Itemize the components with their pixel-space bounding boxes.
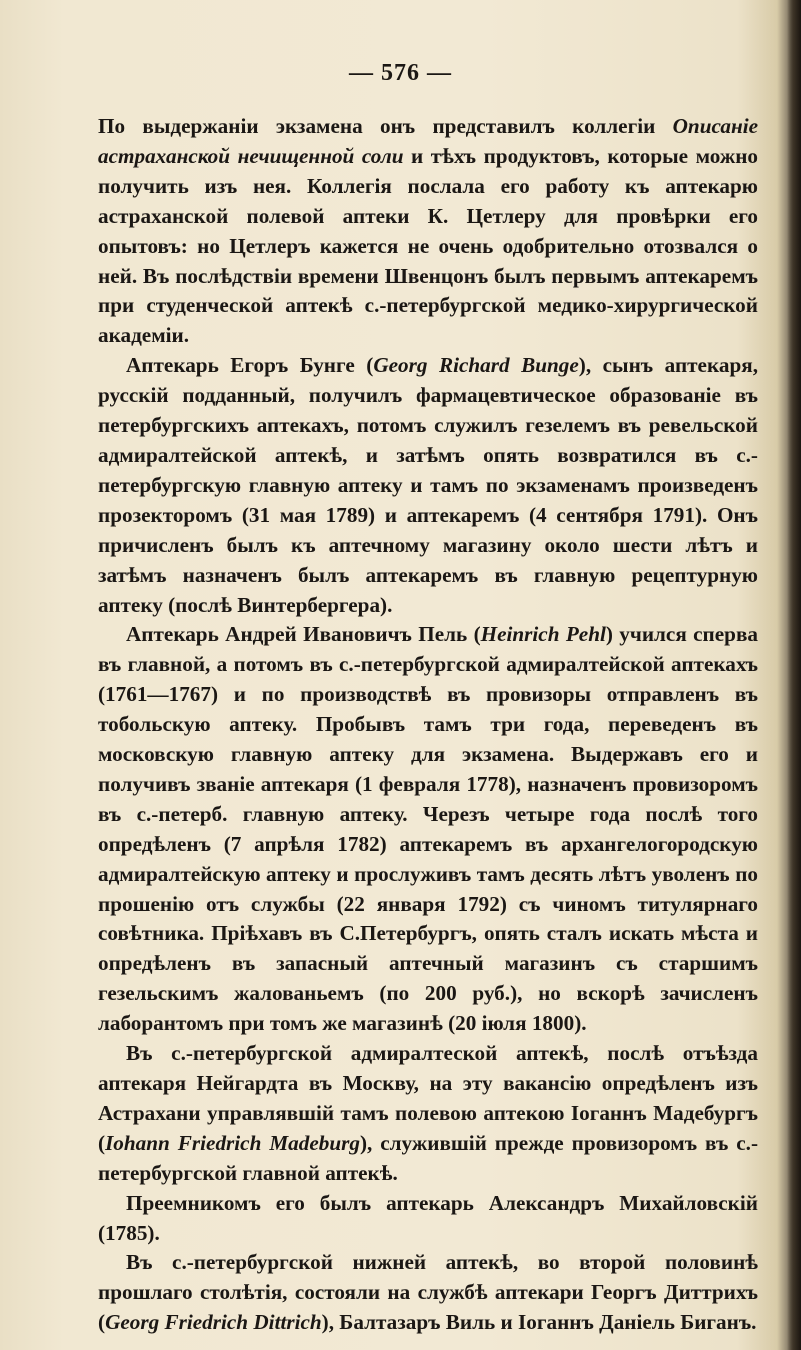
paragraph-text: Преемникомъ его былъ аптекарь Александръ Михайловскій (1785). <box>98 1190 758 1245</box>
paragraph-text: По выдержаніи экзамена онъ представилъ коллегіи <box>98 114 673 138</box>
paragraph-text: Въ с.-петербургской адмиралтеской аптекѣ, послѣ отъѣзда аптекаря Нейгардта въ Москву, на эту вакансію опредѣленъ изъ Астрахани управлявшій тамъ полевою аптекою Іоганнъ Мадебургъ ( <box>98 1041 758 1155</box>
paragraph-text: ), служившій прежде провизоромъ въ с.-петербургской главной аптекѣ. <box>98 1130 758 1185</box>
paragraph-text: и тѣхъ продуктовъ, которые можно получить изъ нея. Коллегія послала его работу къ аптекарю астраханской полевой аптеки К. Цетлеру для провѣрки его опытовъ: но Цетлеръ кажется не очень одобрительно отозвался о ней. Въ послѣдствіи времени Швенцонъ былъ первымъ аптекаремъ при студенческой аптекѣ с.-петербургской медико-хирургической академіи. <box>98 143 758 348</box>
paragraph-3 <box>98 620 758 1039</box>
paragraph-text: ), сынъ аптекаря, русскій подданный, получилъ фармацевтическое образованіе въ петербургскихъ аптекахъ, потомъ служилъ гезелемъ въ ревельской адмиралтейской аптекѣ, и затѣмъ опять возвратился въ с.-петербургскую главную аптеку и тамъ по экзаменамъ произведенъ прозекторомъ (31 мая 1789) и аптекаремъ (4 сентября 1791). Онъ причисленъ былъ къ аптечному магазину около шести лѣтъ и затѣмъ назначенъ былъ аптекаремъ въ главную рецептурную аптеку (послѣ Винтербергера). <box>98 353 758 617</box>
paragraph-text: Аптекарь Егоръ Бунге ( <box>126 353 374 378</box>
italic-name: Iohann Friedrich Madeburg <box>105 1130 360 1155</box>
paragraph-text: ) учился сперва въ главной, а потомъ въ с.-петербургской адмиралтейской аптекахъ (1761—1767) и по производствѣ въ провизоры отправленъ въ тобольскую аптеку. Пробывъ тамъ три года, переведенъ въ московскую главную аптеку для экзамена. Выдержавъ его и получивъ званіе аптекаря (1 февраля 1778), назначенъ провизоромъ въ с.-петерб. главную аптеку. Черезъ четыре года послѣ того опредѣленъ (7 апрѣля 1782) аптекаремъ въ архангелогородскую адмиралтейскую аптеку и прослуживъ тамъ десять лѣтъ уволенъ по прошенію отъ службы (22 января 1792) съ чиномъ титулярнаго совѣтника. Пріѣхавъ въ С.Петербургъ, опять сталъ искать мѣста и опредѣленъ въ запасный аптечный магазинъ съ старшимъ гезельскимъ жалованьемъ (по 200 руб.), но вскорѣ зачисленъ лаборантомъ при томъ же магазинѣ (20 іюля 1800). <box>98 622 758 1036</box>
paragraph-6 <box>98 1248 758 1338</box>
page-number: — 576 — <box>349 60 452 86</box>
paragraph-5 <box>98 1189 758 1249</box>
italic-title: Описаніе астраханской нечищенной соли <box>98 114 758 168</box>
body-text <box>98 112 758 1338</box>
italic-name: Heinrich Pehl <box>480 622 606 647</box>
italic-name: Georg Friedrich Dittrich <box>105 1310 322 1335</box>
page-edge-shadow <box>787 0 801 1350</box>
paragraph-1 <box>98 112 758 351</box>
paragraph-text: ), Балтазаръ Виль и Іоганнъ Даніель Биганъ. <box>321 1310 757 1335</box>
italic-name: Georg Richard Bunge <box>373 353 579 378</box>
paragraph-4 <box>98 1039 758 1189</box>
paragraph-text: Въ с.-петербургской нижней аптекѣ, во второй половинѣ прошлаго столѣтія, состояли на службѣ аптекари Георгъ Диттрихъ ( <box>98 1250 758 1335</box>
paragraph-text: Аптекарь Андрей Ивановичъ Пель ( <box>126 622 481 647</box>
paragraph-2 <box>98 351 758 620</box>
